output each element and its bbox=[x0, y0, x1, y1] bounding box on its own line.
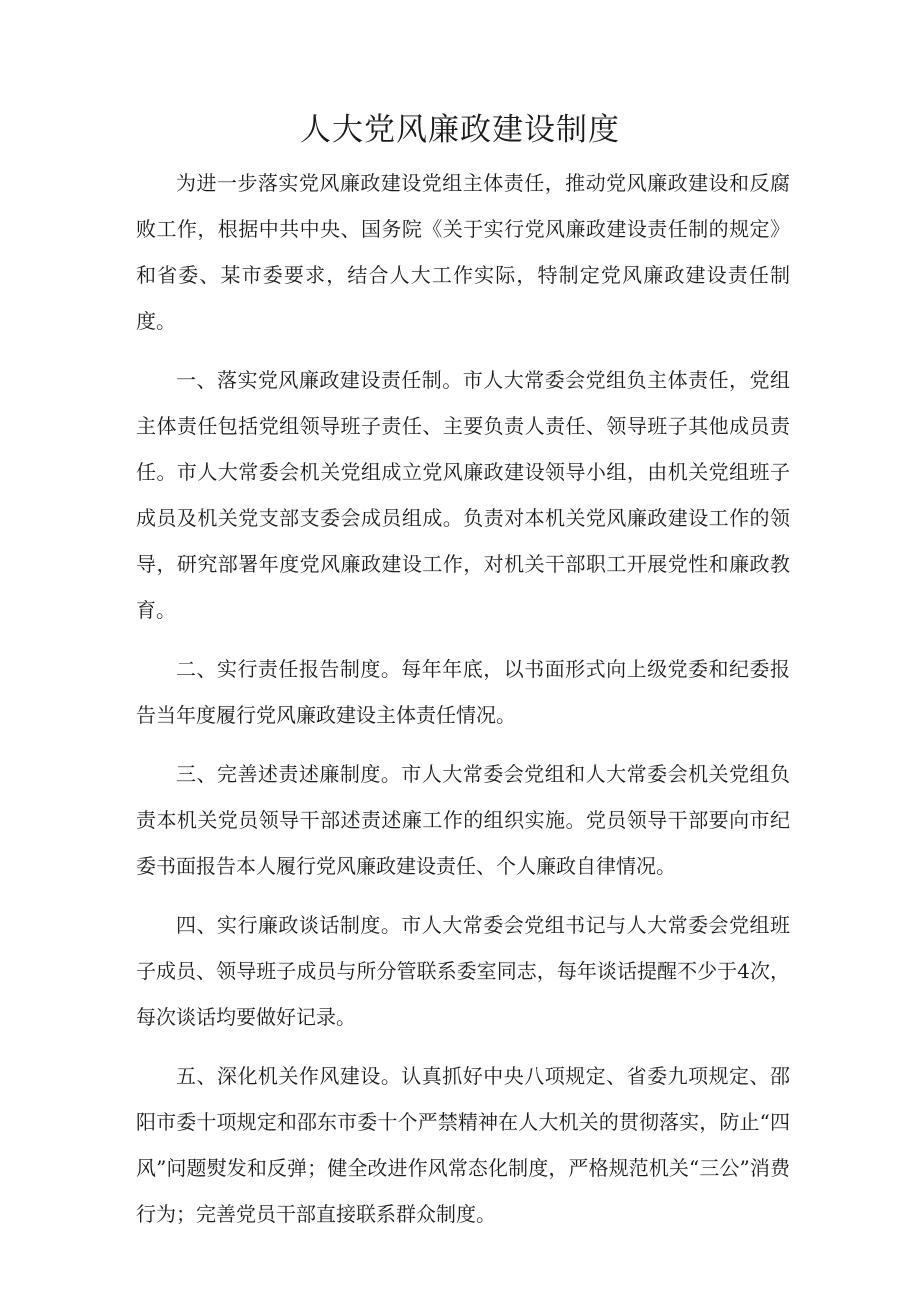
paragraph-reporting-system: 二、实行责任报告制度。每年年底，以书面形式向上级党委和纪委报告当年度履行党风廉政建设主体责任情况。 bbox=[136, 657, 790, 727]
document-title: 人大党风廉政建设制度 bbox=[300, 112, 620, 148]
paragraph-accountability-report: 三、完善述责述廉制度。市人大常委会党组和人大常委会机关党组负责本机关党员领导干部述责述廉工作的组织实施。党员领导干部要向市纪委书面报告本人履行党风廉政建设责任、个人廉政自律情况。 bbox=[136, 762, 790, 878]
paragraph-intro: 为进一步落实党风廉政建设党组主体责任，推动党风廉政建设和反腐败工作，根据中共中央、国务院《关于实行党风廉政建设责任制的规定》和省委、某市委要求，结合人大工作实际，特制定党风廉政建设责任制度。 bbox=[136, 171, 790, 333]
paragraph-work-style: 五、深化机关作风建设。认真抓好中央八项规定、省委九项规定、邵阳市委十项规定和邵东市委十个严禁精神在人大机关的贯彻落实，防止“四风”问题熨发和反弹；健全改进作风常态化制度，严格规范机关“三公”消费行为；完善党员干部直接联系群众制度。 bbox=[136, 1064, 790, 1226]
document-body bbox=[136, 160, 790, 1250]
paragraph-responsibility-system: 一、落实党风廉政建设责任制。市人大常委会党组负主体责任，党组主体责任包括党组领导班子责任、主要负责人责任、领导班子其他成员责任。市人大常委会机关党组成立党风廉政建设领导小组，由机关党组班子成员及机关党支部支委会成员组成。负责对本机关党风廉政建设工作的领导，研究部署年度党风廉政建设工作，对机关干部职工开展党性和廉政教育。 bbox=[136, 368, 790, 622]
paragraph-integrity-talks: 四、实行廉政谈话制度。市人大常委会党组书记与人大常委会党组班子成员、领导班子成员与所分管联系委室同志，每年谈话提醒不少于4次，每次谈话均要做好记录。 bbox=[136, 913, 790, 1029]
